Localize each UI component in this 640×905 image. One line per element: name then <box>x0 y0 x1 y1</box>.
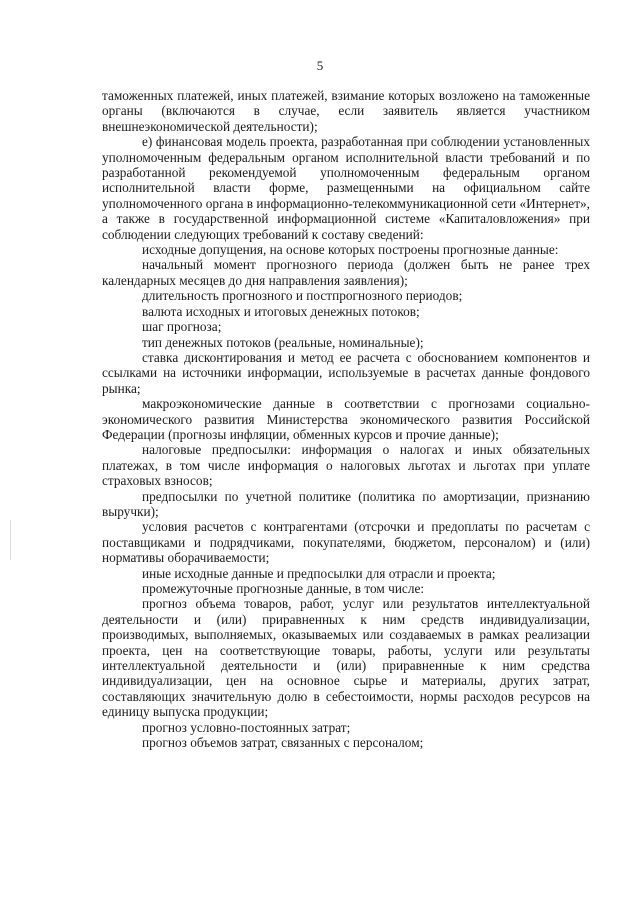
paragraph: условия расчетов с контрагентами (отсрочки и предоплаты по расчетам с поставщиками и подрядчиками, покупателями, бюджетом, персоналом) и (или) нормативы оборачиваемости; <box>102 519 590 566</box>
paragraph: ставка дисконтирования и метод ее расчета с обоснованием компонентов и ссылками на источники информации, используемые в расчетах данные фондового рынка; <box>102 349 590 396</box>
page-number: 5 <box>316 58 324 73</box>
paragraph: е) финансовая модель проекта, разработанная при соблюдении установленных уполномоченным федеральным органом исполнительной власти требований и по разработанной рекомендуемой уполномоченным федеральным органом исполнительной власти форме, размещенными на официальном сайте уполномоченного органа в информационно-телекоммуникационной сети «Интернет», а также в государственной информационной системе «Капиталовложения» при соблюдении следующих требований к составу сведений: <box>102 134 590 242</box>
paragraph: исходные допущения, на основе которых построены прогнозные данные: <box>142 242 559 258</box>
paragraph: прогноз объема товаров, работ, услуг или результатов интеллектуальной деятельности и (или) приравненных к ним средств индивидуализации, производимых, выполняемых, оказываемых или создаваемых в рамках реализации проекта, цен на соответствующие товары, работы, услуги или результаты интеллектуальной деятельности и (или) приравненные к ним средства индивидуализации, цен на основное сырье и материалы, других затрат, составляющих значительную долю в себестоимости, нормы расходов ресурсов на единицу выпуска продукции; <box>102 596 590 720</box>
paragraph: предпосылки по учетной политике (политика по амортизации, признанию выручки); <box>102 488 590 519</box>
paragraph: начальный момент прогнозного периода (должен быть не ранее трех календарных месяцев до дня направления заявления); <box>102 257 590 288</box>
paragraph: валюта исходных и итоговых денежных потоков; <box>142 303 420 319</box>
paragraph: длительность прогнозного и постпрогнозного периодов; <box>142 288 463 304</box>
paragraph: иные исходные данные и предпосылки для отрасли и проекта; <box>142 565 496 581</box>
paragraph: налоговые предпосылки: информация о налогах и иных обязательных платежах, в том числе информация о налоговых льготах и льготах при уплате страховых взносов; <box>102 442 590 489</box>
document-body <box>102 88 590 750</box>
paragraph: тип денежных потоков (реальные, номинальные); <box>142 334 424 350</box>
paragraph: шаг прогноза; <box>142 319 222 335</box>
paragraph: прогноз условно-постоянных затрат; <box>142 719 351 735</box>
scan-margin-mark <box>10 520 11 560</box>
paragraph: макроэкономические данные в соответствии с прогнозами социально-экономического развития Министерства экономического развития Российской Федерации (прогнозы инфляции, обменных курсов и прочие данные); <box>102 396 590 442</box>
paragraph: прогноз объемов затрат, связанных с персоналом; <box>142 735 424 751</box>
paragraph: таможенных платежей, иных платежей, взимание которых возложено на таможенные органы (включаются в случае, если заявитель является участником внешнеэкономической деятельности); <box>102 88 590 134</box>
paragraph: промежуточные прогнозные данные, в том числе: <box>142 581 425 596</box>
